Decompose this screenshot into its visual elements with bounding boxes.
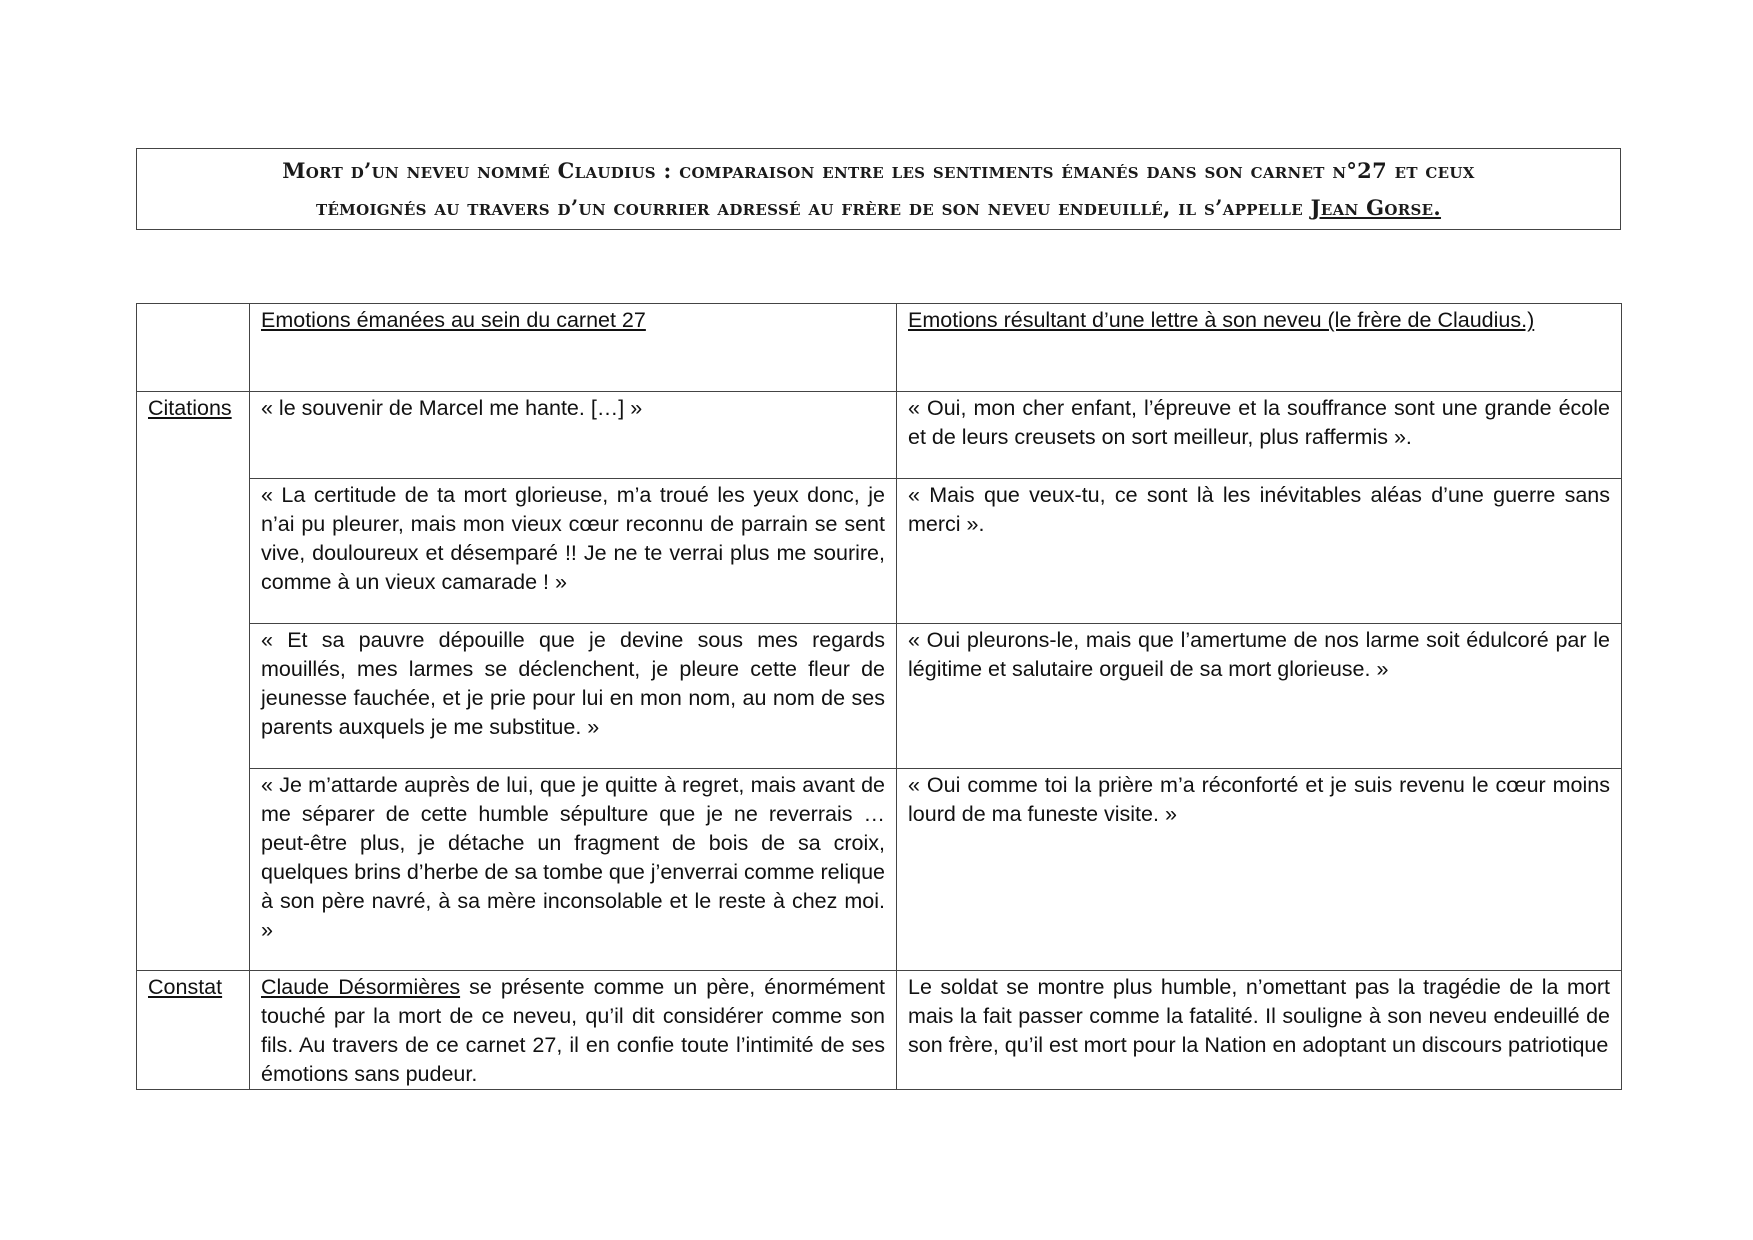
table-row bbox=[137, 769, 1622, 971]
header-carnet-label: Emotions émanées au sein du carnet 27 bbox=[261, 308, 646, 332]
table-row bbox=[137, 392, 1622, 479]
constat-person-name: Claude Désormières bbox=[261, 975, 461, 999]
constat-carnet-text: se présente comme un père, énormément touché par la mort de ce neveu, qu’il dit considérer comme son fils. Au travers de ce carnet 27, il en confie toute l’intimité de ses émotions sans pudeur. bbox=[261, 975, 885, 1086]
header-row bbox=[137, 304, 1622, 392]
title-line-2 bbox=[316, 189, 1441, 226]
header-lettre-label: Emotions résultant d’une lettre à son neveu (le frère de Claudius.) bbox=[908, 308, 1535, 332]
citation-carnet-1: « le souvenir de Marcel me hante. […] » bbox=[250, 392, 897, 479]
citation-carnet-4: « Je m’attarde auprès de lui, que je quitte à regret, mais avant de me séparer de cette humble sépulture que je ne reverrais … peut-être plus, je détache un fragment de bois de sa croix, quelques brins d’herbe de sa tombe que j’enverrai comme relique à son père navré, à sa mère inconsolable et le reste à chez moi. » bbox=[250, 769, 897, 971]
header-empty-cell bbox=[137, 304, 250, 392]
constat-row bbox=[137, 971, 1622, 1090]
title-line-1: Mort d’un neveu nommé Claudius : comparaison entre les sentiments émanés dans son carnet n°27 et ceux bbox=[282, 158, 1475, 183]
constat-label: Constat bbox=[148, 975, 223, 999]
table-row bbox=[137, 624, 1622, 769]
table-row bbox=[137, 479, 1622, 624]
citation-lettre-3: « Oui pleurons-le, mais que l’amertume de nos larme soit édulcoré par le légitime et salutaire orgueil de sa mort glorieuse. » bbox=[897, 624, 1622, 769]
header-lettre bbox=[897, 304, 1622, 392]
title-person-name: Jean Gorse. bbox=[1310, 195, 1442, 220]
citation-carnet-2: « La certitude de ta mort glorieuse, m’a troué les yeux donc, je n’ai pu pleurer, mais mon vieux cœur reconnu de parrain se sent vive, douloureux et désemparé !! Je ne te verrai plus me sourire, comme à un vieux camarade ! » bbox=[250, 479, 897, 624]
constat-label-cell bbox=[137, 971, 250, 1090]
citations-label: Citations bbox=[148, 396, 232, 420]
title-line-2-text: témoignés au travers d’un courrier adressé au frère de son neveu endeuillé, il s’appelle bbox=[315, 195, 1311, 220]
header-carnet bbox=[250, 304, 897, 392]
citation-lettre-4: « Oui comme toi la prière m’a réconforté et je suis revenu le cœur moins lourd de ma funeste visite. » bbox=[897, 769, 1622, 971]
citation-lettre-1: « Oui, mon cher enfant, l’épreuve et la souffrance sont une grande école et de leurs creusets on sort meilleur, plus raffermis ». bbox=[897, 392, 1622, 479]
constat-lettre: Le soldat se montre plus humble, n’omettant pas la tragédie de la mort mais la fait passer comme la fatalité. Il souligne à son neveu endeuillé de son frère, qu’il est mort pour la Nation en adoptant un discours patriotique bbox=[897, 971, 1622, 1090]
comparison-table bbox=[136, 303, 1622, 1090]
constat-carnet bbox=[250, 971, 897, 1090]
citation-carnet-3: « Et sa pauvre dépouille que je devine sous mes regards mouillés, mes larmes se déclenchent, je pleure cette fleur de jeunesse fauchée, et je prie pour lui en mon nom, au nom de ses parents auxquels je me substitue. » bbox=[250, 624, 897, 769]
citations-label-cell bbox=[137, 392, 250, 971]
citation-lettre-2: « Mais que veux-tu, ce sont là les inévitables aléas d’une guerre sans merci ». bbox=[897, 479, 1622, 624]
document-title-box bbox=[136, 148, 1621, 230]
